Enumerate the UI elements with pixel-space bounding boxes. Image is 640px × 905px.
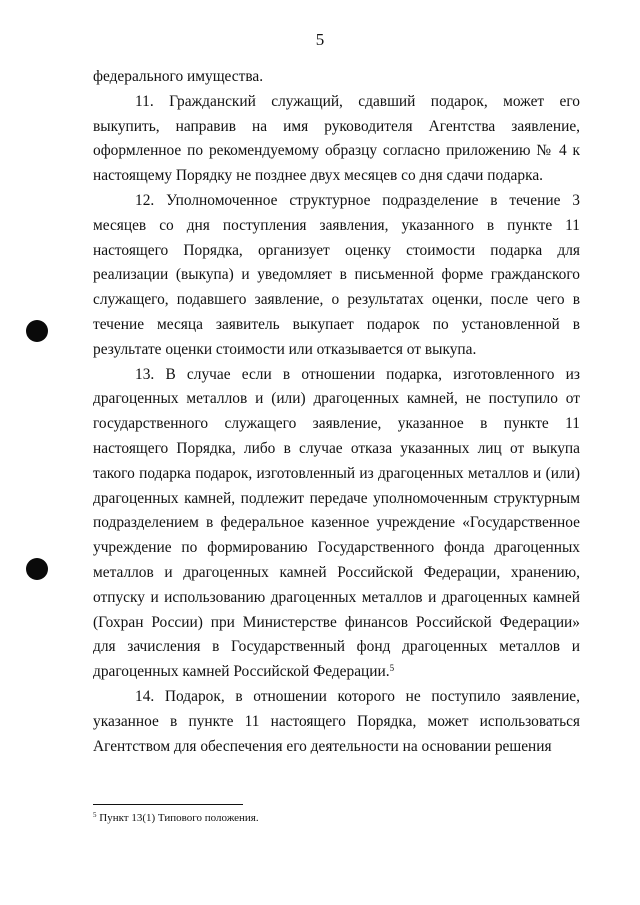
document-body	[93, 65, 580, 759]
paragraph-continuation: федерального имущества.	[93, 68, 264, 85]
page-number: 5	[315, 30, 325, 49]
paragraph-13	[93, 363, 580, 685]
paragraph-12: 12. Уполномоченное структурное подразделение в течение 3 месяцев со дня поступления заявления, указанного в пункте 11 настоящего Порядка, организует оценку стоимости подарка для реализации (выкупа) и уведомляет в письменной форме гражданского служащего, подавшего заявление, о результатах оценки, после чего в течение месяца заявитель выкупает подарок по установленной в результате оценки стоимости или отказывается от выкупа.	[93, 191, 580, 358]
paragraph-11: 11. Гражданский служащий, сдавший подарок, может его выкупить, направив на имя руководителя Агентства заявление, оформленное по рекомендуемому образцу согласно приложению № 4 к настоящему Порядку не позднее двух месяцев со дня сдачи подарка.	[93, 92, 580, 185]
footnote-reference: 5	[389, 663, 395, 674]
punch-hole-top	[26, 320, 48, 342]
paragraph-14: 14. Подарок, в отношении которого не поступило заявление, указанное в пункте 11 настоящего Порядка, может использоваться Агентством для обеспечения его деятельности на основании решения	[93, 687, 580, 755]
footnote-separator	[93, 804, 243, 805]
footnote-marker: 5	[93, 811, 97, 819]
footnote-text: Пункт 13(1) Типового положения.	[99, 812, 259, 824]
paragraph-13-text: 13. В случае если в отношении подарка, изготовленного из драгоценных металлов и (или) драгоценных камней, не поступило от государственного служащего заявление, указанное в пункте 11 настоящего Порядка, либо в случае отказа указанных лиц от выкупа такого подарка подарок, изготовленный из драгоценных металлов и (или) драгоценных камней, подлежит передаче уполномоченным структурным подразделением в федеральное казенное учреждение «Государственное учреждение по формированию Государственного фонда драгоценных металлов и драгоценных камней Российской Федерации, хранению, отпуску и использованию драгоценных металлов и драгоценных камней (Гохран России) при Министерстве финансов Российской Федерации» для зачисления в Государственный фонд драгоценных металлов и драгоценных камней Российской Федерации.	[93, 365, 580, 681]
footnote	[93, 811, 259, 825]
punch-hole-bottom	[26, 558, 48, 580]
